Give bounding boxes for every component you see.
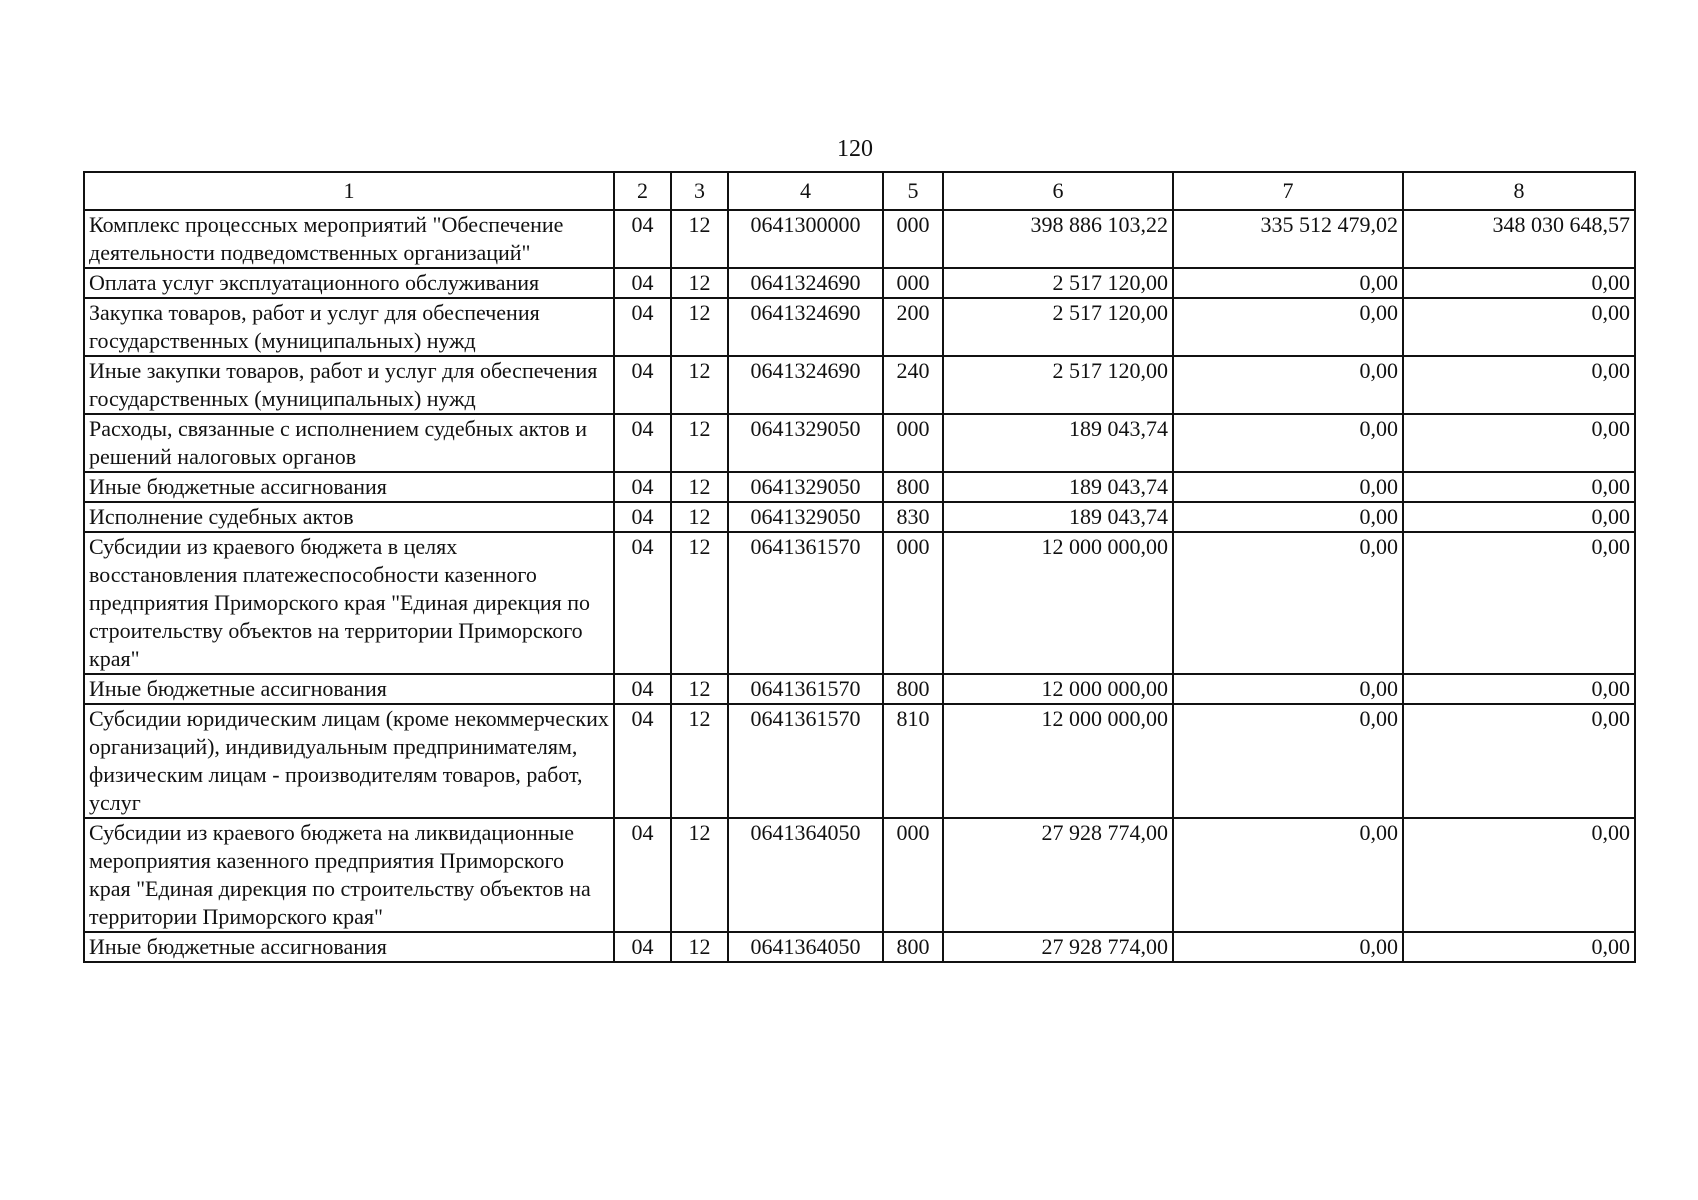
row-amount-col6: 27 928 774,00	[943, 932, 1173, 962]
row-name: Иные бюджетные ассигнования	[84, 674, 614, 704]
column-header: 7	[1173, 172, 1403, 210]
row-subsection: 12	[671, 818, 728, 932]
row-target-article: 0641364050	[728, 932, 883, 962]
row-expense-type: 800	[883, 674, 943, 704]
row-amount-col7: 0,00	[1173, 268, 1403, 298]
row-amount-col6: 189 043,74	[943, 472, 1173, 502]
row-section: 04	[614, 414, 671, 472]
budget-table	[83, 171, 1636, 963]
row-amount-col7: 0,00	[1173, 414, 1403, 472]
row-expense-type: 200	[883, 298, 943, 356]
row-section: 04	[614, 502, 671, 532]
table-row	[84, 704, 1635, 818]
row-amount-col7: 0,00	[1173, 704, 1403, 818]
column-header: 3	[671, 172, 728, 210]
row-target-article: 0641361570	[728, 674, 883, 704]
row-target-article: 0641324690	[728, 298, 883, 356]
row-name: Исполнение судебных актов	[84, 502, 614, 532]
row-subsection: 12	[671, 932, 728, 962]
row-amount-col6: 12 000 000,00	[943, 674, 1173, 704]
row-section: 04	[614, 704, 671, 818]
row-amount-col8: 0,00	[1403, 532, 1635, 674]
row-amount-col8: 0,00	[1403, 356, 1635, 414]
row-name: Субсидии из краевого бюджета на ликвидационные мероприятия казенного предприятия Приморского края "Единая дирекция по строительству объектов на территории Приморского края"	[84, 818, 614, 932]
row-expense-type: 000	[883, 818, 943, 932]
row-amount-col8: 0,00	[1403, 298, 1635, 356]
row-target-article: 0641300000	[728, 210, 883, 268]
row-target-article: 0641361570	[728, 532, 883, 674]
row-subsection: 12	[671, 502, 728, 532]
row-amount-col7: 0,00	[1173, 298, 1403, 356]
row-subsection: 12	[671, 472, 728, 502]
column-header: 5	[883, 172, 943, 210]
row-expense-type: 000	[883, 414, 943, 472]
row-name: Иные бюджетные ассигнования	[84, 932, 614, 962]
row-name: Иные бюджетные ассигнования	[84, 472, 614, 502]
row-name: Субсидии юридическим лицам (кроме некоммерческих организаций), индивидуальным предпринимателям, физическим лицам - производителям товаров, работ, услуг	[84, 704, 614, 818]
row-section: 04	[614, 818, 671, 932]
row-name: Закупка товаров, работ и услуг для обеспечения государственных (муниципальных) нужд	[84, 298, 614, 356]
row-expense-type: 000	[883, 210, 943, 268]
row-amount-col7: 0,00	[1173, 818, 1403, 932]
row-subsection: 12	[671, 704, 728, 818]
table-row	[84, 472, 1635, 502]
table-row	[84, 932, 1635, 962]
row-amount-col8: 0,00	[1403, 268, 1635, 298]
row-section: 04	[614, 674, 671, 704]
row-section: 04	[614, 472, 671, 502]
row-target-article: 0641324690	[728, 268, 883, 298]
row-amount-col7: 0,00	[1173, 674, 1403, 704]
row-target-article: 0641329050	[728, 414, 883, 472]
row-expense-type: 800	[883, 472, 943, 502]
header-row	[84, 172, 1635, 210]
row-name: Оплата услуг эксплуатационного обслуживания	[84, 268, 614, 298]
row-name: Субсидии из краевого бюджета в целях восстановления платежеспособности казенного предприятия Приморского края "Единая дирекция по строительству объектов на территории Приморского края"	[84, 532, 614, 674]
row-amount-col6: 12 000 000,00	[943, 532, 1173, 674]
row-target-article: 0641324690	[728, 356, 883, 414]
row-amount-col7: 0,00	[1173, 356, 1403, 414]
table-row	[84, 210, 1635, 268]
row-amount-col6: 2 517 120,00	[943, 356, 1173, 414]
row-amount-col7: 0,00	[1173, 472, 1403, 502]
row-section: 04	[614, 268, 671, 298]
table-row	[84, 502, 1635, 532]
row-expense-type: 830	[883, 502, 943, 532]
row-target-article: 0641329050	[728, 472, 883, 502]
table-row	[84, 818, 1635, 932]
row-expense-type: 000	[883, 532, 943, 674]
row-subsection: 12	[671, 356, 728, 414]
row-amount-col6: 189 043,74	[943, 414, 1173, 472]
row-amount-col8: 0,00	[1403, 502, 1635, 532]
row-target-article: 0641329050	[728, 502, 883, 532]
row-amount-col6: 12 000 000,00	[943, 704, 1173, 818]
column-header: 2	[614, 172, 671, 210]
row-amount-col7: 0,00	[1173, 932, 1403, 962]
column-header: 8	[1403, 172, 1635, 210]
row-amount-col8: 348 030 648,57	[1403, 210, 1635, 268]
row-amount-col8: 0,00	[1403, 674, 1635, 704]
row-amount-col6: 2 517 120,00	[943, 268, 1173, 298]
column-header: 6	[943, 172, 1173, 210]
row-name: Расходы, связанные с исполнением судебных актов и решений налоговых органов	[84, 414, 614, 472]
row-section: 04	[614, 932, 671, 962]
row-name: Комплекс процессных мероприятий "Обеспечение деятельности подведомственных организаций"	[84, 210, 614, 268]
row-subsection: 12	[671, 210, 728, 268]
row-subsection: 12	[671, 268, 728, 298]
row-amount-col8: 0,00	[1403, 818, 1635, 932]
row-amount-col7: 0,00	[1173, 502, 1403, 532]
row-subsection: 12	[671, 414, 728, 472]
row-expense-type: 800	[883, 932, 943, 962]
table-row	[84, 532, 1635, 674]
row-section: 04	[614, 356, 671, 414]
row-amount-col8: 0,00	[1403, 414, 1635, 472]
row-subsection: 12	[671, 674, 728, 704]
table-row	[84, 298, 1635, 356]
row-subsection: 12	[671, 298, 728, 356]
table-row	[84, 414, 1635, 472]
row-section: 04	[614, 210, 671, 268]
column-header: 4	[728, 172, 883, 210]
row-expense-type: 240	[883, 356, 943, 414]
row-amount-col6: 189 043,74	[943, 502, 1173, 532]
row-amount-col6: 2 517 120,00	[943, 298, 1173, 356]
row-name: Иные закупки товаров, работ и услуг для обеспечения государственных (муниципальных) нужд	[84, 356, 614, 414]
row-amount-col7: 0,00	[1173, 532, 1403, 674]
row-target-article: 0641364050	[728, 818, 883, 932]
row-amount-col8: 0,00	[1403, 932, 1635, 962]
row-section: 04	[614, 298, 671, 356]
table-row	[84, 674, 1635, 704]
table-row	[84, 356, 1635, 414]
page-number: 120	[837, 136, 873, 162]
row-amount-col7: 335 512 479,02	[1173, 210, 1403, 268]
row-expense-type: 000	[883, 268, 943, 298]
row-amount-col8: 0,00	[1403, 704, 1635, 818]
row-subsection: 12	[671, 532, 728, 674]
row-target-article: 0641361570	[728, 704, 883, 818]
row-amount-col8: 0,00	[1403, 472, 1635, 502]
row-section: 04	[614, 532, 671, 674]
row-expense-type: 810	[883, 704, 943, 818]
row-amount-col6: 27 928 774,00	[943, 818, 1173, 932]
table-row	[84, 268, 1635, 298]
column-header: 1	[84, 172, 614, 210]
row-amount-col6: 398 886 103,22	[943, 210, 1173, 268]
